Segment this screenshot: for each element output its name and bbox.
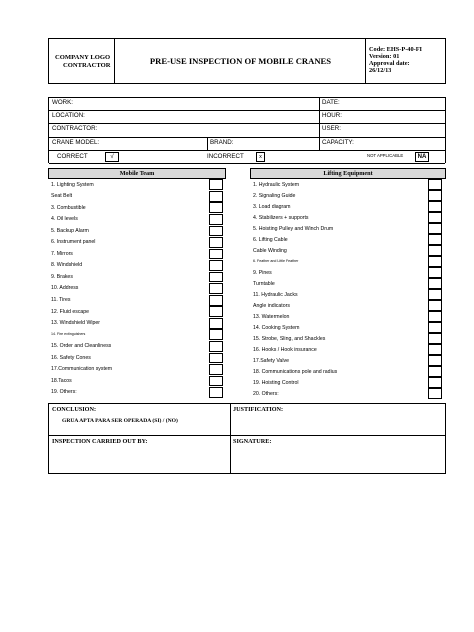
brand-label: BRAND: (210, 138, 234, 146)
mobile-team-checkbox[interactable] (209, 295, 223, 306)
mobile-team-checkbox[interactable] (209, 387, 223, 398)
mobile-team-checkbox[interactable] (209, 191, 223, 202)
lifting-equipment-item-label: Turntable (253, 280, 275, 287)
lifting-equipment-checkbox[interactable] (428, 179, 442, 190)
mobile-team-item-label: 14. Fire extinguishers (51, 331, 86, 336)
lifting-equipment-item-label: 6. Feather and Little Feather (253, 258, 299, 263)
justification-label: JUSTIFICATION: (233, 406, 284, 413)
doc-code-cell (366, 39, 445, 83)
mobile-team-item-label: 6. Instrument panel (51, 239, 96, 246)
form-title: PRE-USE INSPECTION OF MOBILE CRANES (149, 56, 332, 66)
mobile-team-item-label: 17.Communication system (51, 366, 113, 373)
mobile-team-checkbox[interactable] (209, 202, 223, 213)
inspection-by-label: INSPECTION CARRIED OUT BY: (52, 438, 148, 445)
contractor-text: CONTRACTOR (63, 62, 111, 69)
lifting-equipment-checkbox[interactable] (428, 388, 442, 399)
lifting-equipment-checkbox[interactable] (428, 223, 442, 234)
mobile-team-checkbox[interactable] (209, 272, 223, 283)
mobile-team-list (48, 179, 231, 399)
divider (319, 111, 320, 123)
mobile-team-item-label: 4. Oil levels (51, 216, 78, 223)
hour-label: HOUR: (322, 112, 342, 120)
footer-box (48, 403, 446, 474)
mobile-team-item-label: 9. Brakes (51, 273, 73, 280)
correct-label: CORRECT (57, 152, 88, 160)
lifting-equipment-item-label: 16. Hooks / Hook insurance (253, 346, 317, 353)
mobile-team-checkbox[interactable] (209, 226, 223, 237)
info-row-location (49, 111, 445, 124)
lifting-equipment-item-label: 18. Communications pole and radius (253, 368, 338, 375)
lifting-equipment-section (250, 168, 446, 400)
mobile-team-title: Mobile Team (119, 170, 155, 177)
lifting-equipment-item-label: 5. Hoisting Pulley and Winch Drum (253, 225, 334, 232)
mobile-team-item-label: Seat Belt (51, 193, 73, 200)
crane-model-label: CRANE MODEL: (52, 138, 100, 146)
lifting-equipment-checkbox[interactable] (428, 322, 442, 333)
divider (319, 138, 320, 150)
not-applicable-label: NOT APPLICABLE (367, 153, 404, 159)
mobile-team-checkbox[interactable] (209, 376, 223, 387)
lifting-equipment-title: Lifting Equipment (323, 170, 373, 177)
mobile-team-checkbox[interactable] (209, 318, 223, 329)
lifting-equipment-checkbox[interactable] (428, 289, 442, 300)
incorrect-label: INCORRECT (207, 152, 244, 160)
mobile-team-item-label: 3. Combustible (51, 204, 86, 211)
lifting-equipment-checkbox[interactable] (428, 311, 442, 322)
mobile-team-section (48, 168, 231, 400)
lifting-equipment-checkbox[interactable] (428, 212, 442, 223)
lifting-equipment-item-label: Angle indicators (253, 302, 290, 309)
lifting-equipment-item-label: 15. Strobe, Sling, and Shackles (253, 335, 326, 342)
mobile-team-item-label: 19. Others: (51, 389, 77, 396)
lifting-equipment-checkbox[interactable] (428, 267, 442, 278)
lifting-equipment-checkbox[interactable] (428, 300, 442, 311)
mobile-team-checkbox[interactable] (209, 364, 223, 375)
info-row-crane (49, 138, 445, 151)
lifting-equipment-checkbox[interactable] (428, 201, 442, 212)
lifting-equipment-checkbox[interactable] (428, 256, 442, 267)
legend-row (49, 151, 445, 164)
company-logo-text: COMPANY LOGO (55, 54, 111, 61)
mobile-team-item-label: 18.Tacos (51, 377, 72, 384)
doc-code: Code: EHS-P-40-FI (369, 46, 422, 53)
lifting-equipment-item-label: 14. Cooking System (253, 324, 300, 331)
lifting-equipment-item-label: 1. Hydraulic System (253, 181, 300, 188)
location-label: LOCATION: (52, 112, 85, 120)
contractor-label: CONTRACTOR: (52, 125, 98, 133)
date-label: DATE: (322, 99, 340, 106)
correct-mark: √ (105, 152, 119, 162)
lifting-equipment-header (250, 168, 446, 179)
footer-divider-h (49, 435, 445, 436)
crane-fit-text: GRÚA APTA PARA SER OPERADA (SI) / (NO) (62, 418, 178, 424)
info-row-work (49, 98, 445, 111)
mobile-team-checkbox[interactable] (209, 329, 223, 340)
title-cell (115, 39, 366, 83)
mobile-team-item-label: 15. Order and Cleanliness (51, 343, 112, 350)
mobile-team-checkbox[interactable] (209, 341, 223, 352)
footer-divider-v (230, 404, 231, 473)
mobile-team-header (48, 168, 226, 179)
lifting-equipment-checkbox[interactable] (428, 366, 442, 377)
lifting-equipment-checkbox[interactable] (428, 278, 442, 289)
doc-version: Version: 01 (369, 53, 400, 60)
lifting-equipment-item-label: 4. Stabilizers + supports (253, 214, 309, 221)
mobile-team-checkbox[interactable] (209, 283, 223, 294)
lifting-equipment-item-label: 9. Pines (253, 269, 272, 276)
mobile-team-item-label: 16. Safety Cones (51, 354, 91, 361)
mobile-team-checkbox[interactable] (209, 260, 223, 271)
incorrect-mark: x (256, 152, 265, 162)
work-label: WORK: (52, 99, 73, 106)
mobile-team-item-label: 5. Backup Alarm (51, 227, 89, 234)
lifting-equipment-checkbox[interactable] (428, 234, 442, 245)
mobile-team-checkbox[interactable] (209, 237, 223, 248)
approval-date-label: Approval date: (369, 60, 410, 67)
user-label: USER: (322, 125, 341, 133)
lifting-equipment-item-label: 2. Signaling Guide (253, 192, 296, 199)
divider (207, 138, 208, 150)
lifting-equipment-item-label: 13. Watermelon (253, 313, 290, 320)
lifting-equipment-item-label: 11. Hydraulic Jacks (253, 291, 298, 298)
divider (319, 98, 320, 110)
capacity-label: CAPACITY: (322, 138, 354, 146)
mobile-team-item-label: 13. Windshield Wiper (51, 320, 101, 327)
lifting-equipment-item-label: 19. Hoisting Control (253, 379, 299, 386)
lifting-equipment-item-label: Cable Winding (253, 247, 287, 254)
lifting-equipment-item-label: 6. Lifting Cable (253, 236, 288, 243)
divider (319, 124, 320, 136)
mobile-team-checkbox[interactable] (209, 306, 223, 317)
lifting-equipment-item-label: 3. Load diagram (253, 203, 291, 210)
lifting-equipment-list (250, 179, 446, 400)
lifting-equipment-checkbox[interactable] (428, 245, 442, 256)
info-row-contractor (49, 124, 445, 137)
lifting-equipment-checkbox[interactable] (428, 355, 442, 366)
lifting-equipment-checkbox[interactable] (428, 333, 442, 344)
mobile-team-item-label: 10. Address (51, 285, 79, 292)
info-grid (48, 97, 446, 163)
lifting-equipment-checkbox[interactable] (428, 377, 442, 388)
mobile-team-item-label: 11. Tires (51, 297, 71, 303)
conclusion-label: CONCLUSION: (52, 406, 97, 413)
header-box (48, 38, 446, 84)
signature-label: SIGNATURE: (233, 438, 272, 445)
lifting-equipment-item-label: 17.Safety Valve (253, 357, 289, 364)
mobile-team-item-label: 12. Fluid escape (51, 308, 90, 315)
mobile-team-item-label: 8. Windshield (51, 262, 83, 269)
not-applicable-mark: NA (415, 152, 429, 162)
lifting-equipment-checkbox[interactable] (428, 344, 442, 355)
mobile-team-checkbox[interactable] (209, 249, 223, 260)
mobile-team-item-label: 7. Mirrors (51, 250, 73, 257)
mobile-team-item-label: 1. Lighting System (51, 181, 94, 188)
company-logo-cell (49, 39, 115, 83)
mobile-team-checkbox[interactable] (209, 214, 223, 225)
lifting-equipment-item-label: 20. Others: (253, 390, 279, 397)
approval-date: 26/12/13 (369, 67, 392, 74)
mobile-team-checkbox[interactable] (209, 179, 223, 190)
mobile-team-checkbox[interactable] (209, 353, 223, 364)
lifting-equipment-checkbox[interactable] (428, 190, 442, 201)
